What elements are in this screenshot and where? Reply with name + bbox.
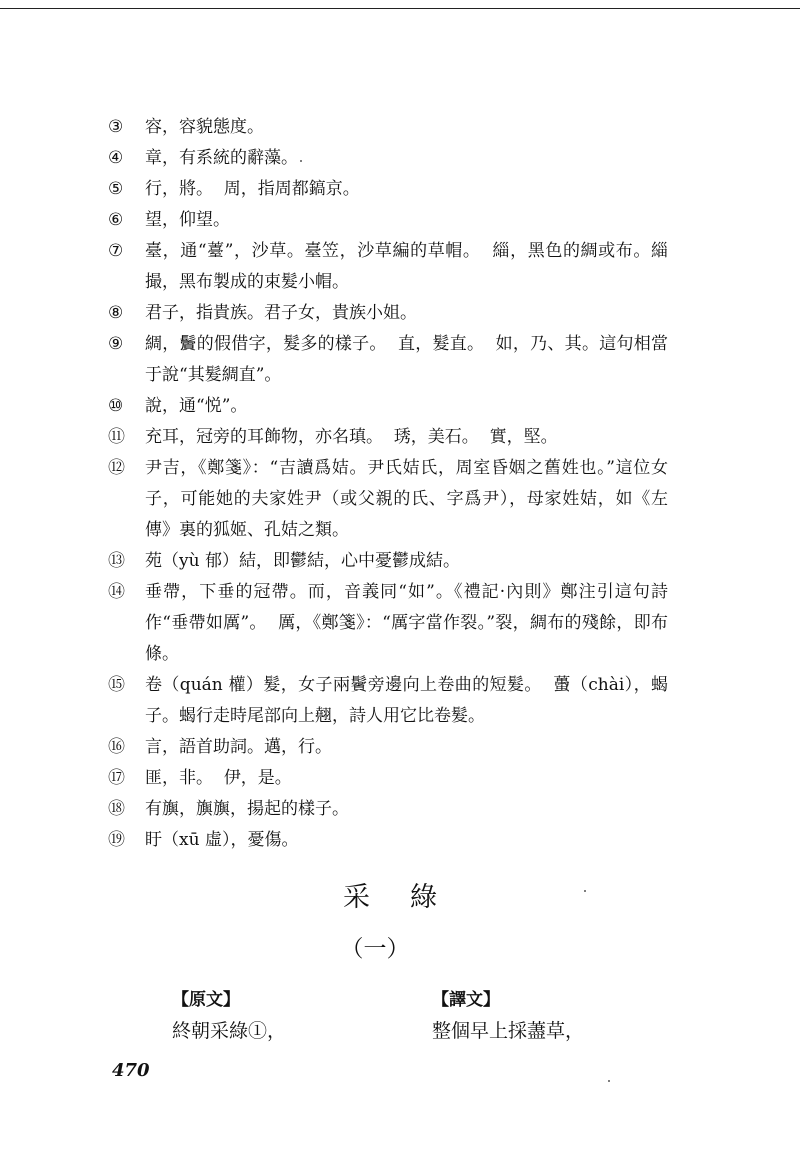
footnote-text: 望，仰望。 bbox=[145, 210, 230, 230]
footnote-number: ⑪ bbox=[108, 427, 125, 447]
footnote-text: 行，將。 周，指周都鎬京。 bbox=[145, 179, 360, 199]
footnote-text: 說，通“悦”。 bbox=[145, 396, 248, 416]
page-number: 470 bbox=[112, 1060, 150, 1081]
footnote-number: ⑮ bbox=[108, 675, 125, 695]
poem-stanza-number: （一） bbox=[340, 936, 410, 962]
footnote-text: 章，有系統的辭藻。 bbox=[145, 148, 298, 168]
footnote-text: 尹吉，《鄭箋》：“吉讀爲姞。尹氏姞氏，周室昏姻之舊姓也。”這位女子，可能她的夫家姓尹（或父親的氏、字爲尹），母家姓姞，如《左傳》裏的狐姬、孔姞之類。 bbox=[145, 458, 668, 540]
footnote-item bbox=[108, 825, 668, 856]
footnote-item bbox=[108, 577, 668, 670]
footnote-text: 盱（xū 虛），憂傷。 bbox=[145, 830, 299, 850]
scan-speck bbox=[584, 890, 586, 892]
footnote-item bbox=[108, 732, 668, 763]
footnote-text: 匪，非。 伊，是。 bbox=[145, 768, 292, 788]
footnote-item bbox=[108, 670, 668, 732]
footnote-item bbox=[108, 143, 668, 174]
footnotes-list bbox=[108, 112, 668, 856]
footnote-text: 充耳，冠旁的耳飾物，亦名瑱。 琇，美石。 實，堅。 bbox=[145, 427, 558, 447]
poem-title: 采綠 bbox=[343, 882, 477, 913]
footnote-text: 容，容貌態度。 bbox=[145, 117, 264, 137]
footnote-item bbox=[108, 546, 668, 577]
footnote-item bbox=[108, 391, 668, 422]
footnote-item bbox=[108, 763, 668, 794]
footnote-number: ⑯ bbox=[108, 737, 125, 757]
footnote-item bbox=[108, 422, 668, 453]
footnote-number: ⑩ bbox=[108, 396, 124, 416]
footnote-number: ③ bbox=[108, 117, 124, 137]
footnote-item bbox=[108, 453, 668, 546]
footnote-number: ④ bbox=[108, 148, 124, 168]
footnote-number: ⑧ bbox=[108, 303, 124, 323]
footnote-item bbox=[108, 298, 668, 329]
footnote-item bbox=[108, 174, 668, 205]
footnote-item bbox=[108, 236, 668, 298]
translation-heading: 【譯文】 bbox=[432, 990, 500, 1010]
scan-speck bbox=[608, 1080, 610, 1082]
footnote-item bbox=[108, 112, 668, 143]
footnote-number: ⑦ bbox=[108, 241, 124, 261]
footnote-text: 苑（yù 郁）結，即鬱結，心中憂鬱成結。 bbox=[145, 551, 460, 571]
footnote-number: ⑫ bbox=[108, 458, 125, 478]
footnote-item bbox=[108, 794, 668, 825]
footnote-text: 卷（quán 權）髮，女子兩鬢旁邊向上卷曲的短髮。 蠆（chài），蝎子。蝎行走時尾部向上翹，詩人用它比卷髮。 bbox=[145, 675, 668, 726]
footnote-number: ⑨ bbox=[108, 334, 124, 354]
footnote-number: ⑬ bbox=[108, 551, 125, 571]
footnote-number: ⑱ bbox=[108, 799, 125, 819]
footnote-text: 臺，通“薹”，沙草。臺笠，沙草編的草帽。 緇，黑色的綢或布。緇撮，黑布製成的束髮小帽。 bbox=[145, 241, 668, 292]
original-text-heading: 【原文】 bbox=[172, 990, 240, 1010]
footnote-text: 垂帶，下垂的冠帶。而，音義同“如”。《禮記·內則》鄭注引這句詩作“垂帶如厲”。 厲，《鄭箋》：“厲字當作裂。”裂，綢布的殘餘，即布條。 bbox=[145, 582, 668, 664]
footnote-number: ⑤ bbox=[108, 179, 124, 199]
scan-speck bbox=[300, 160, 302, 162]
footnote-text: 有旟，旟旟，揚起的樣子。 bbox=[145, 799, 349, 819]
footnote-item bbox=[108, 329, 668, 391]
top-border-line bbox=[0, 8, 800, 9]
footnote-item bbox=[108, 205, 668, 236]
footnote-number: ⑲ bbox=[108, 830, 125, 850]
footnote-text: 綢，𩯭的假借字，髮多的樣子。 直，髮直。 如，乃、其。這句相當于說“其髮綢直”。 bbox=[145, 334, 668, 385]
footnote-text: 言，語首助詞。邁，行。 bbox=[145, 737, 332, 757]
footnote-number: ⑥ bbox=[108, 210, 124, 230]
footnote-number: ⑰ bbox=[108, 768, 125, 788]
footnote-text: 君子，指貴族。君子女，貴族小姐。 bbox=[145, 303, 417, 323]
translation-line: 整個早上採藎草， bbox=[432, 1020, 585, 1042]
footnote-number: ⑭ bbox=[108, 582, 125, 602]
original-text-line: 終朝采綠①， bbox=[172, 1020, 287, 1042]
